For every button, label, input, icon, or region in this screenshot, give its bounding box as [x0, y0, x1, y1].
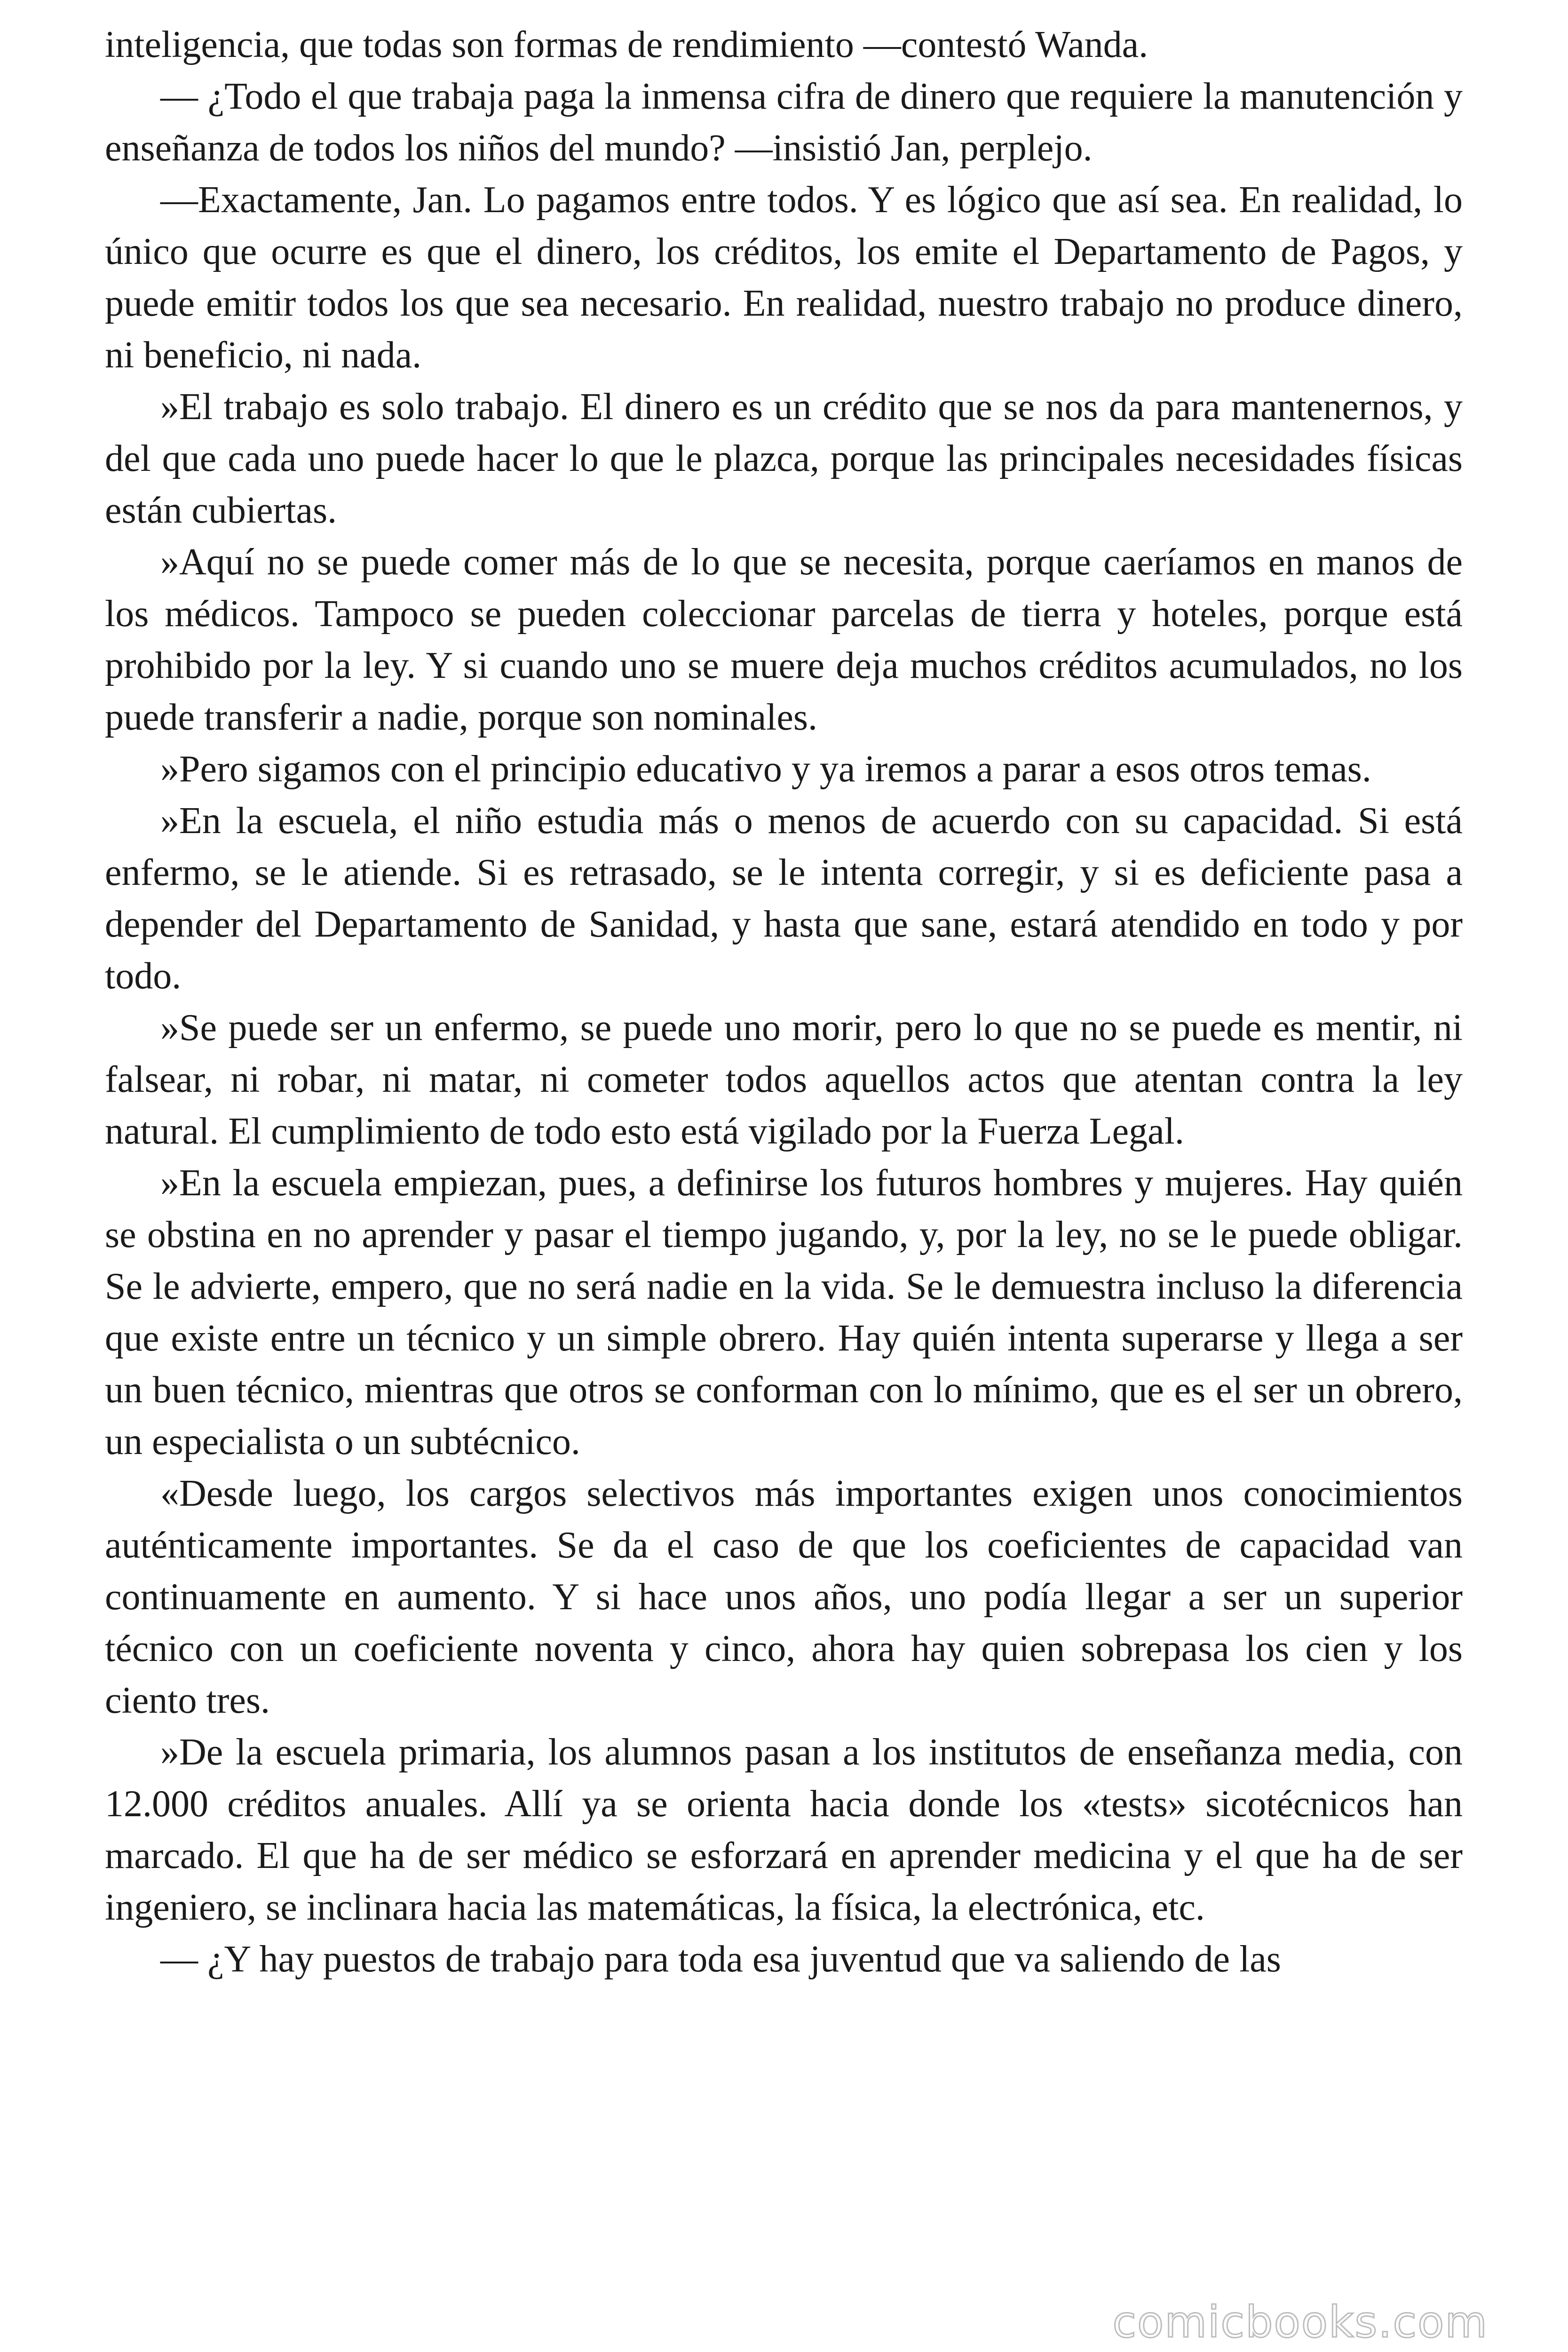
- paragraph: — ¿Todo el que trabaja paga la inmensa cifra de dinero que requiere la manutención y enseñanza de todos los niños del mundo? —insistió Jan, perplejo.: [105, 76, 1463, 169]
- paragraph: »De la escuela primaria, los alumnos pasan a los institutos de enseñanza media, con 12.000 créditos anuales. Allí ya se orienta hacia donde los «tests» sicotécnicos han marcado. El que ha de ser médico se esforzará en aprender medicina y el que ha de ser ingeniero, se inclinara hacia las matemáticas, la física, la electrónica, etc.: [105, 1732, 1463, 1928]
- watermark: comicbooks.com: [1112, 2297, 1488, 2347]
- body-text: [105, 19, 1463, 1985]
- paragraph: —Exactamente, Jan. Lo pagamos entre todos. Y es lógico que así sea. En realidad, lo único que ocurre es que el dinero, los créditos, los emite el Departamento de Pagos, y puede emitir todos los que sea necesario. En realidad, nuestro trabajo no produce dinero, ni beneficio, ni nada.: [105, 179, 1463, 376]
- paragraph: — ¿Y hay puestos de trabajo para toda esa juventud que va saliendo de las: [160, 1939, 1281, 1980]
- paragraph: »En la escuela, el niño estudia más o menos de acuerdo con su capacidad. Si está enfermo, se le atiende. Si es retrasado, se le intenta corregir, y si es deficiente pasa a depender del Departamento de Sanidad, y hasta que sane, estará atendido en todo y por todo.: [105, 800, 1463, 997]
- paragraph: »Pero sigamos con el principio educativo y ya iremos a parar a esos otros temas.: [160, 748, 1371, 790]
- paragraph: »En la escuela empiezan, pues, a definirse los futuros hombres y mujeres. Hay quién se obstina en no aprender y pasar el tiempo jugando, y, por la ley, no se le puede obligar. Se le advierte, empero, que no será nadie en la vida. Se le demuestra incluso la diferencia que existe entre un técnico y un simple obrero. Hay quién intenta superarse y llega a ser un buen técnico, mientras que otros se conforman con lo mínimo, que es el ser un obrero, un especialista o un subtécnico.: [105, 1162, 1463, 1462]
- paragraph: »Se puede ser un enfermo, se puede uno morir, pero lo que no se puede es mentir, ni falsear, ni robar, ni matar, ni cometer todos aquellos actos que atentan contra la ley natural. El cumplimiento de todo esto está vigilado por la Fuerza Legal.: [105, 1007, 1463, 1152]
- paragraph: «Desde luego, los cargos selectivos más importantes exigen unos conocimientos auténticamente importantes. Se da el caso de que los coeficientes de capacidad van continuamente en aumento. Y si hace unos años, uno podía llegar a ser un superior técnico con un coeficiente noventa y cinco, ahora hay quien sobrepasa los cien y los ciento tres.: [105, 1473, 1463, 1721]
- paragraph: inteligencia, que todas son formas de rendimiento —contestó Wanda.: [105, 24, 1148, 65]
- paragraph: »El trabajo es solo trabajo. El dinero es un crédito que se nos da para mantenernos, y del que cada uno puede hacer lo que le plazca, porque las principales necesidades físicas están cubiertas.: [105, 386, 1463, 531]
- paragraph: »Aquí no se puede comer más de lo que se necesita, porque caeríamos en manos de los médicos. Tampoco se pueden coleccionar parcelas de tierra y hoteles, porque está prohibido por la ley. Y si cuando uno se muere deja muchos créditos acumulados, no los puede transferir a nadie, porque son nominales.: [105, 541, 1463, 738]
